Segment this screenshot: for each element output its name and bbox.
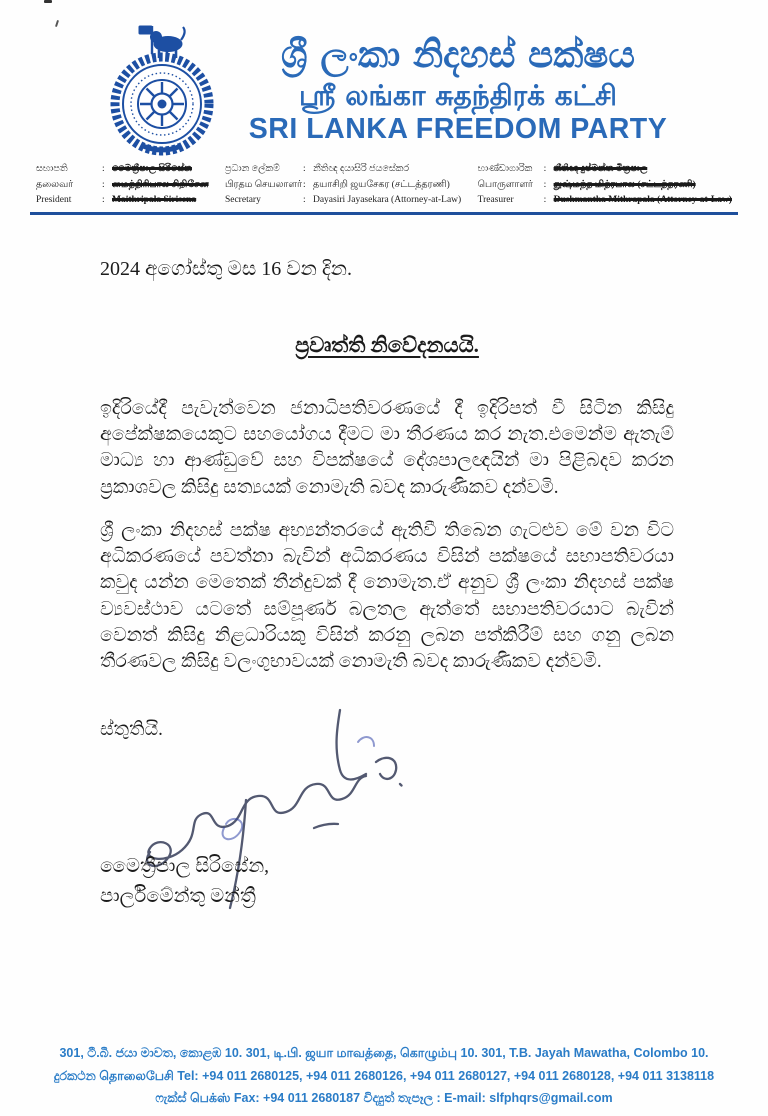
- paragraph-2: ශ්‍රී ලංකා නිදහස් පක්ෂ අභ්‍යන්තරයේ ඇතිවී තිබෙන ගැටළුව මේ වන විට අධිකරණයේ පවත්නා බැවින් අධිකරණය විසින් පක්ෂයේ සභාපතිවරයා කවුද යන්න මෙතෙක් තීන්දුවක් දී නොමැත.ඒ අනුව ශ්‍රී ලංකා නිදහස් පක්ෂ ව්‍යවස්ථාව යටතේ සම්පූර්ණ බලතල ඇත්තේ සභාපතිවරයාට බැවින් වෙනත් කිසිදු නිළධාරියකු විසින් කරනු ලබන පත්කිරීම් සහ ගනු ලබන තීරණවල කිසිදු වලංගුභාවයක් නොමැති බවද කාරුණිකව දන්වමි.: [100, 519, 674, 672]
- treasurer-row-english: Treasurer : Dushmantha Mithrapala (Attorney-at-Law): [478, 193, 732, 208]
- scan-artifact: [44, 0, 52, 3]
- president-name-tamil: மைத்திரிபால சிறிசேன: [112, 179, 209, 190]
- treasurer-name-english: Dushmantha Mithrapala (Attorney-at-Law): [553, 195, 732, 206]
- footer-telephones: දුරකථන தொலைபேசி Tel: +94 011 2680125, +94 011 2680126, +94 011 2680127, +94 011 2680128, +94 011 3138118: [53, 1068, 715, 1083]
- slfp-party-logo: [101, 24, 223, 156]
- president-column: [36, 162, 209, 208]
- secretary-row-sinhala: ප්‍රධාන ලේකම් : නීතිඥ දයාසිරි ජයසේකර: [225, 162, 461, 177]
- closing-thanks: ස්තුතියි.: [100, 719, 163, 741]
- officers-strip: [36, 162, 732, 208]
- letter-body: [100, 258, 674, 741]
- president-name-english: Maithripala Sirisena: [112, 195, 197, 206]
- party-name-tamil: ஸ்ரீ லங்கா சுதந்திரக் கட்சி: [299, 78, 617, 112]
- paragraph-1: ඉදිරියේදී පැවැත්වෙන ජනාධිපතිවරණයේ දී ඉදිරිපත් වී සිටින කිසිදු අපේක්ෂකයෙකුට සහයෝගය දීමට මා තීරණය කර නැත.එමෙන්ම ඇතැම් මාධ්‍ය හා ආණ්ඩුවේ සහ විපක්ෂයේ දේශපාලඥයින් මා පිළිබදව කරන ප්‍රකාශවල කිසිදු සත්‍යයක් නොමැති බවද කාරුණිකව දන්වමි.: [100, 398, 674, 498]
- letterhead: [0, 24, 768, 156]
- treasurer-column: [478, 162, 732, 208]
- treasurer-name-sinhala: නීතිඥ දුෂ්මන්ත මිත්‍රපාල: [553, 164, 648, 174]
- secretary-name-tamil: தயாசிறி ஜயசேகர (சட்டத்தரணி): [312, 179, 450, 190]
- letterhead-footer: [0, 1042, 768, 1110]
- signatory-block: [100, 852, 269, 912]
- secretary-name-sinhala: නීතිඥ දයාසිරි ජයසේකර: [312, 164, 410, 174]
- signatory-title: පාර්ලිමේන්තු මන්ත්‍රී: [100, 886, 256, 908]
- footer-address: 301, ටී.බී. ජයා මාවත, කොළඹ 10. 301, டி.பி. ஜயா மாவத்தை, கொழும்பு 10. 301, T.B. Jayah Mawatha, Colombo 10.: [59, 1045, 709, 1060]
- party-name-sinhala: ශ්‍රී ලංකා නිදහස් පක්ෂය: [281, 33, 635, 77]
- party-name-english: SRI LANKA FREEDOM PARTY: [248, 112, 668, 145]
- letter-title: ප්‍රවෘත්ති නිවේදනයයි.: [295, 333, 479, 357]
- president-row-tamil: தலைவர் : மைத்திரிபால சிறிசேன: [36, 178, 209, 193]
- treasurer-row-sinhala: භාණ්ඩාගාරික : නීතිඥ දුෂ්මන්ත මිත්‍රපාල: [478, 162, 732, 177]
- treasurer-row-tamil: பொருளாளர் : துஷ்மந்த மித்ரபால (சட்டத்தரணி): [478, 178, 732, 193]
- president-row-english: President : Maithripala Sirisena: [36, 193, 209, 208]
- secretary-row-english: Secretary : Dayasiri Jayasekara (Attorney-at-Law): [225, 193, 461, 208]
- president-name-sinhala: මෛත්‍රීපාල සිරිසේන: [112, 164, 192, 174]
- secretary-row-tamil: பிரதம செயலாளர் : தயாசிறி ஜயசேகர (சட்டத்தரணி): [225, 178, 461, 193]
- treasurer-name-tamil: துஷ்மந்த மித்ரபால (சட்டத்தரணி): [553, 179, 696, 190]
- footer-fax-email: ෆැක්ස් பெக்ஸ் Fax: +94 011 2680187 විද්‍යුත් තැපෑල : E-mail: slfphqrs@gmail.com: [155, 1091, 613, 1106]
- letter-date: 2024 අගෝස්තු මස 16 වන දින.: [100, 258, 352, 280]
- president-row-sinhala: සභාපති : මෛත්‍රීපාල සිරිසේන: [36, 162, 209, 177]
- secretary-column: [225, 162, 461, 208]
- party-name-block: [249, 34, 667, 146]
- header-divider-line: [30, 212, 738, 215]
- signatory-name: මෛත්‍රීපාල සිරිසේන,: [100, 856, 270, 877]
- secretary-name-english: Dayasiri Jayasekara (Attorney-at-Law): [312, 195, 462, 206]
